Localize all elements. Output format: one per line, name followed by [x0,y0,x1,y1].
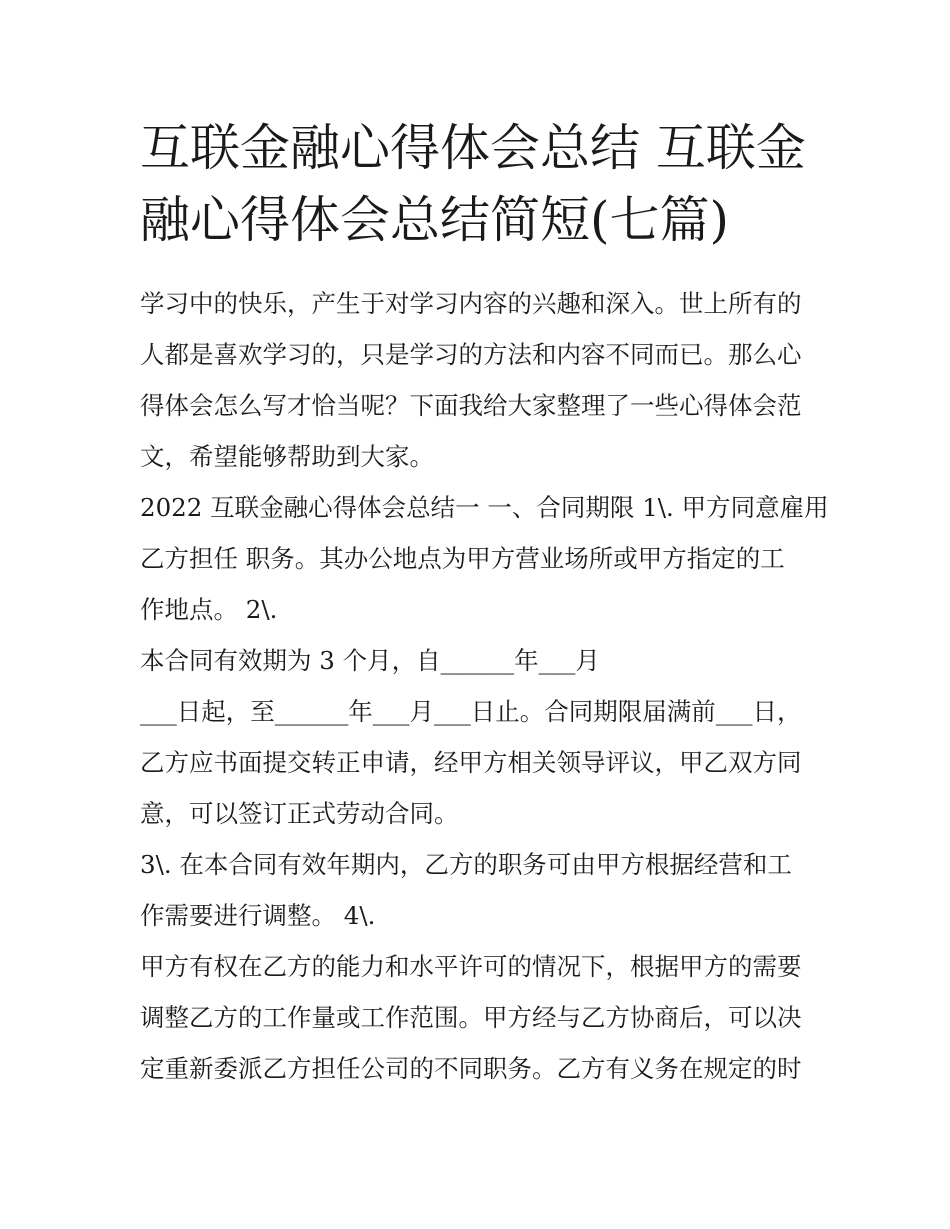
text-line: 甲方有权在乙方的能力和水平许可的情况下，根据甲方的需要 [140,952,802,981]
text-line: 本合同有效期为 3 个月，自______年___月 [140,646,600,675]
text-line: ___日起，至______年___月___日止。合同期限届满前___日， [140,697,802,726]
title-line-1: 互联金融心得体会总结 互联金 [140,119,806,177]
text-line: 定重新委派乙方担任公司的不同职务。乙方有义务在规定的时 [140,1054,802,1083]
document-title [140,112,820,256]
text-line: 学习中的快乐，产生于对学习内容的兴趣和深入。世上所有的 [140,289,802,318]
text-line: 意，可以签订正式劳动合同。 [140,799,459,828]
text-line: 调整乙方的工作量或工作范围。甲方经与乙方协商后，可以决 [140,1003,802,1032]
title-line-2: 融心得体会总结简短(七篇) [140,191,730,249]
text-line: 作需要进行调整。 4\. [140,901,376,930]
paragraph-validity [140,635,812,839]
text-line: 文，希望能够帮助到大家。 [140,442,434,471]
text-line: 作地点。 2\. [140,595,278,624]
paragraph-intro [140,278,812,482]
text-line: 乙方担任 职务。其办公地点为甲方营业场所或甲方指定的工 [140,544,785,573]
paragraph-contract-term [140,482,829,635]
text-line: 3\. 在本合同有效年期内，乙方的职务可由甲方根据经营和工 [140,850,792,879]
document-body [140,278,829,1094]
text-line: 人都是喜欢学习的，只是学习的方法和内容不同而已。那么心 [140,340,802,369]
paragraph-position-adjust [140,839,812,941]
text-line: 2022 互联金融心得体会总结一 一、合同期限 1\. 甲方同意雇用 [140,493,829,522]
text-line: 得体会怎么写才恰当呢？下面我给大家整理了一些心得体会范 [140,391,802,420]
paragraph-workload [140,941,812,1094]
text-line: 乙方应书面提交转正申请，经甲方相关领导评议，甲乙双方同 [140,748,802,777]
